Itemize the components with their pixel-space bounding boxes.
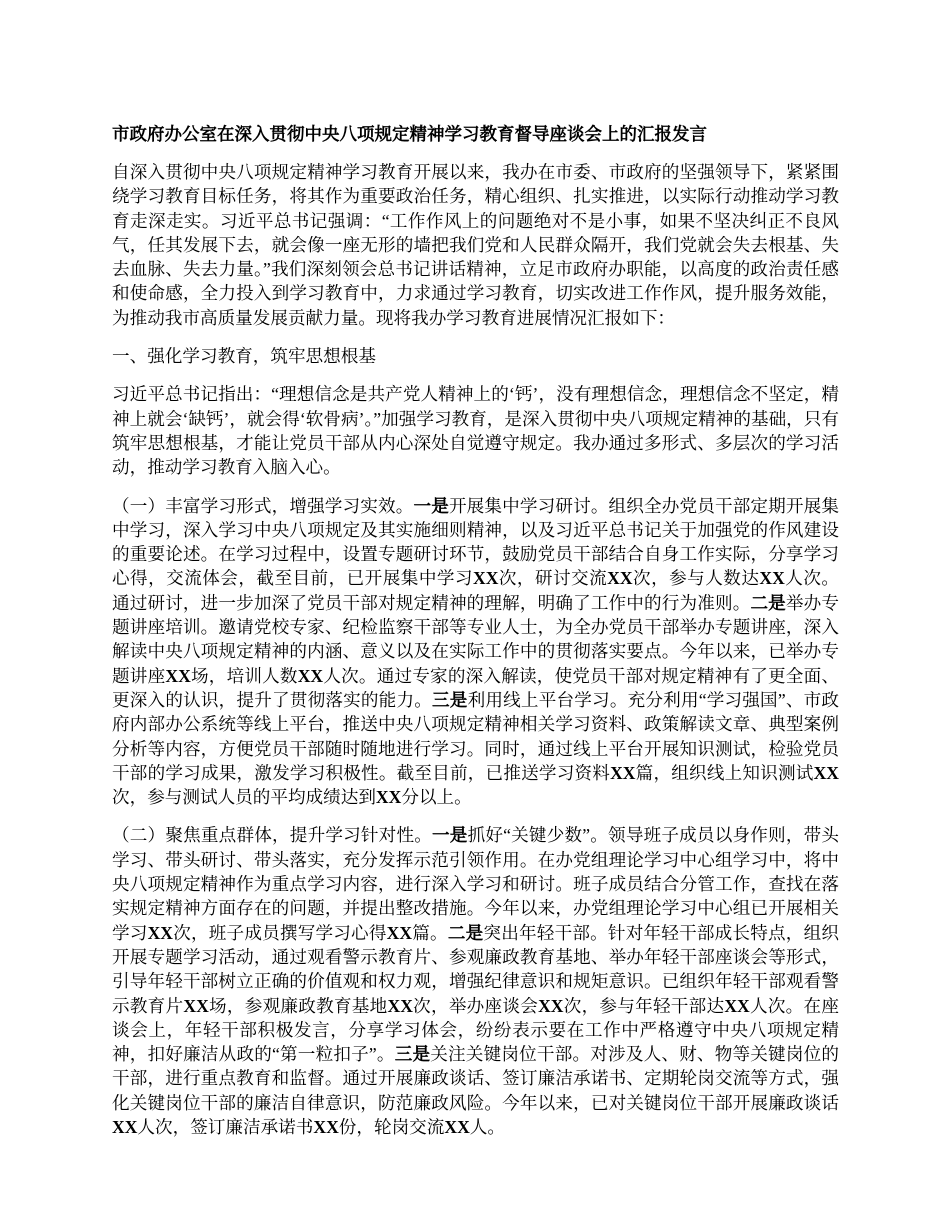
paragraph-subsection-2: （二）聚焦重点群体，提升学习针对性。一是抓好“关键少数”。领导班子成员以身作则，带头学习、带头研讨、带头落实，充分发挥示范引领作用。在办党组理论学习中心组学习中，将中央八项规定精神作为重点学习内容，进行深入学习和研讨。班子成员结合分管工作，查找在落实规定精神方面存在的问题，并提出整改措施。今年以来，办党组理论学习中心组已开展相关学习XX次，班子成员撰写学习心得XX篇。二是突出年轻干部。针对年轻干部成长特点，组织开展专题学习活动，通过观看警示教育片、参观廉政教育基地、举办年轻干部座谈会等形式，引导年轻干部树立正确的价值观和权力观，增强纪律意识和规矩意识。已组织年轻干部观看警示教育片XX场，参观廉政教育基地XX次，举办座谈会XX次，参与年轻干部达XX人次。在座谈会上，年轻干部积极发言，分享学习体会，纷纷表示要在工作中严格遵守中央八项规定精神，扣好廉洁从政的“第一粒扣子”。三是关注关键岗位干部。对涉及人、财、物等关键岗位的干部，进行重点教育和监督。通过开展廉政谈话、签订廉洁承诺书、定期轮岗交流等方式，强化关键岗位干部的廉洁自律意识，防范廉政风险。今年以来，已对关键岗位干部开展廉政谈话XX人次，签订廉洁承诺书XX份，轮岗交流XX人。	[112, 825, 839, 1137]
section-heading-1: 一、强化学习教育，筑牢思想根基	[112, 346, 376, 367]
paragraph-subsection-1: （一）丰富学习形式，增强学习实效。一是开展集中学习研讨。组织全办党员干部定期开展集中学习，深入学习中央八项规定及其实施细则精神，以及习近平总书记关于加强党的作风建设的重要论述。在学习过程中，设置专题研讨环节，鼓励党员干部结合自身工作实际，分享学习心得，交流体会，截至目前，已开展集中学习XX次，研讨交流XX次，参与人数达XX人次。通过研讨，进一步加深了党员干部对规定精神的理解，明确了工作中的行为准则。二是举办专题讲座培训。邀请党校专家、纪检监察干部等专业人士，为全办党员干部举办专题讲座，深入解读中央八项规定精神的内涵、意义以及在实际工作中的贯彻落实要点。今年以来，已举办专题讲座XX场，培训人数XX人次。通过专家的深入解读，使党员干部对规定精神有了更全面、更深入的认识，提升了贯彻落实的能力。三是利用线上平台学习。充分利用“学习强国”、市政府内部办公系统等线上平台，推送中央八项规定精神相关学习资料、政策解读文章、典型案例分析等内容，方便党员干部随时随地进行学习。同时，通过线上平台开展知识测试，检验党员干部的学习成果，激发学习积极性。截至目前，已推送学习资料XX篇，组织线上知识测试XX次，参与测试人员的平均成绩达到XX分以上。	[112, 495, 839, 808]
paragraph-section1-lead: 习近平总书记指出：“理想信念是共产党人精神上的‘钙’，没有理想信念，理想信念不坚定，精神上就会‘缺钙’，就会得‘软骨病’。”加强学习教育，是深入贯彻中央八项规定精神的基础，只有筑牢思想根基，才能让党员干部从内心深处自觉遵守规定。我办通过多形式、多层次的学习活动，推动学习教育入脑入心。	[112, 384, 839, 478]
page-title: 市政府办公室在深入贯彻中央八项规定精神学习教育督导座谈会上的汇报发言	[112, 124, 707, 144]
document-body	[112, 122, 839, 1139]
paragraph-intro: 自深入贯彻中央八项规定精神学习教育开展以来，我办在市委、市政府的坚强领导下，紧紧围绕学习教育目标任务，将其作为重要政治任务，精心组织、扎实推进，以实际行动推动学习教育走深走实。习近平总书记强调：“工作作风上的问题绝对不是小事，如果不坚决纠正不良风气，任其发展下去，就会像一座无形的墙把我们党和人民群众隔开，我们党就会失去根基、失去血脉、失去力量。”我们深刻领会总书记讲话精神，立足市政府办职能，以高度的政治责任感和使命感，全力投入到学习教育中，力求通过学习教育，切实改进工作作风，提升服务效能，为推动我市高质量发展贡献力量。现将我办学习教育进展情况汇报如下：	[112, 162, 839, 328]
